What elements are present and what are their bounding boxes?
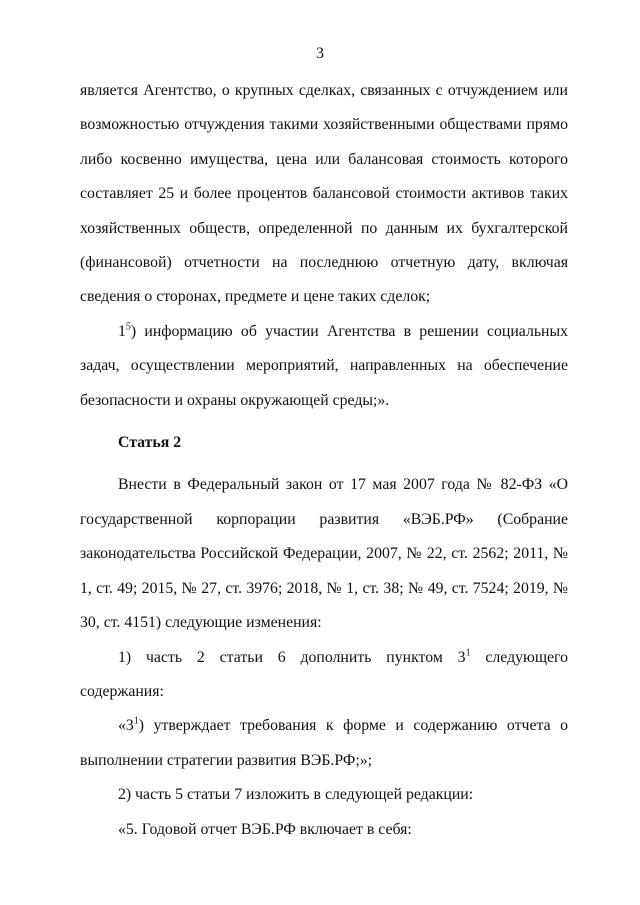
item-number: 1: [118, 322, 126, 340]
item-text: ) информацию об участии Агентства в решении социальных задач, осуществлении мероприятий, направленных на обеспечение безопасности и охраны окружающей среды;».: [80, 322, 568, 409]
paragraph-item-1-5: [80, 315, 568, 418]
amendment-1-superscript: 1: [465, 647, 471, 659]
amendment-1-tail: следующего содержания:: [80, 648, 569, 700]
quoted-item-superscript: 1: [133, 716, 139, 728]
paragraph-amendment-1: [80, 641, 568, 710]
quoted-item-open: «3: [118, 717, 134, 735]
paragraph-continuation: является Агентство, о крупных сделках, связанных с отчуждением или возможностью отчуждения такими хозяйственными обществами прямо либо косвенно имущества, цена или балансовая стоимость которого составляет 25 и более процентов балансовой стоимости активов таких хозяйственных обществ, определенной по данным их бухгалтерской (финансовой) отчетности на последнюю отчетную дату, включая сведения о сторонах, предмете и цене таких сделок;: [80, 82, 568, 306]
quoted-item-text: ) утверждает требования к форме и содержанию отчета о выполнении стратегии развития ВЭБ.РФ;»;: [80, 717, 568, 769]
article-heading: Статья 2: [118, 434, 182, 452]
page-number: 3: [316, 45, 324, 62]
item-superscript: 5: [125, 321, 131, 333]
amendment-1-text: 1) часть 2 статьи 6 дополнить пунктом 3: [118, 648, 466, 666]
paragraph-amendment-2: 2) часть 5 статьи 7 изложить в следующей редакции:: [118, 786, 474, 804]
paragraph-quoted-item-3-1: [80, 709, 568, 778]
body-text: [80, 74, 568, 847]
paragraph-amendment-intro: Внести в Федеральный закон от 17 мая 2007 года № 82-ФЗ «О государственной корпорации развития «ВЭБ.РФ» (Собрание законодательства Российской Федерации, 2007, № 22, ст. 2562; 2011, № 1, ст. 49; 2015, № 27, ст. 3976; 2018, № 1, ст. 38; № 49, ст. 7524; 2019, № 30, ст. 4151) следующие изменения:: [80, 476, 568, 632]
paragraph-annual-report: «5. Годовой отчет ВЭБ.РФ включает в себя:: [118, 820, 412, 838]
